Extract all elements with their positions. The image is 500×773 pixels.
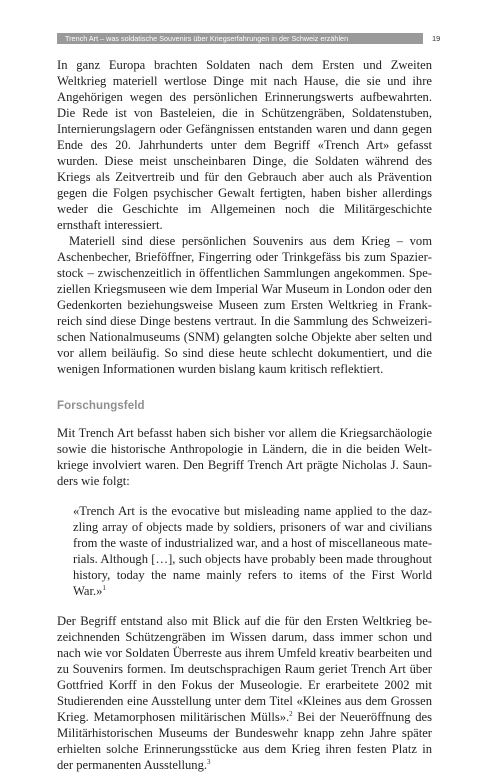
quote-text: «Trench Art is the evocative but misleading name applied to the dazzling array of objects made by soldiers, prisoners of war and civilians from the waste of industrialized war, and a host of miscellaneous materials. Although […], such objects have probably been made throughout history, today the name mainly refers to items of the First World War.» [73,504,433,598]
footnote-marker: 3 [207,757,211,766]
page-number: 19 [432,34,441,43]
paragraph-text: Bei der Neueröffnung des Militärhistorischen Museums der Bundeswehr knapp zehn Jahre später erhielten solche Erinnerungsstücke aus dem Krieg ihren festen Platz in der permanenten Ausstellung. [57,710,432,772]
paragraph: Mit Trench Art befasst haben sich bisher vor allem die Kriegsarchäologie sowie die historische Anthropologie in Ländern, die in die beiden Weltkriege involviert waren. Den Begriff Trench Art prägte Nicholas J. Saunders wie folgt: [57,426,432,488]
paragraph [57,613,432,773]
footnote-marker: 1 [102,583,106,592]
paragraph: In ganz Europa brachten Soldaten nach dem Ersten und Zweiten Weltkrieg materiell wertlose Dinge mit nach Hause, die sie und ihre Angehörigen wegen des persönlichen Erinnerungswerts aufbewahrten. Die Rede ist von Basteleien, die in Schützengräben, Soldatenstuben, Internierungslagern oder Gefängnissen entstanden waren und dann gegen Ende des 20. Jahrhunderts unter dem Begriff «Trench Art» gefasst wurden. Diese meist unscheinbaren Dinge, die Soldaten während des Kriegs als Zeitvertreib und für den Gebrauch aber auch als Prävention gegen die Folgen psychischer Gewalt fertigten, haben bisher allerdings weder die Geschichte im Allgemeinen noch die Militärgeschichte ernsthaft interessiert. [57,58,432,232]
running-header-bar [57,33,423,44]
paragraph-text: Der Begriff entstand also mit Blick auf die für den Ersten Weltkrieg bezeichnenden Schützengräben im Wissen darum, dass immer schon und nach wie vor Soldaten Überreste aus ihrem Umfeld kreativ bearbeiten und zu Souvenirs formen. Im deutschsprachigen Raum geriet Trench Art über Gottfried Korff in den Fokus der Museologie. Er erarbeitete 2002 mit Studierenden eine Ausstellung unter dem Titel «Kleines aus dem Grossen Krieg. Metamorphosen militärischen Mülls». [57,614,432,724]
paragraph: Materiell sind diese persönlichen Souvenirs aus dem Krieg – vom Aschenbecher, Brieföffner, Fingerring oder Trinkgefäss bis zum Spazierstock – zwischenzeitlich in öffentlichen Sammlungen angekommen. Speziellen Kriegsmuseen wie dem Imperial War Museum in London oder den Gedenkorten beziehungsweise Museen zum Ersten Weltkrieg in Frankreich sind diese Dinge bestens vertraut. In die Sammlung des Schweizerischen Nationalmuseums (SNM) gelangten solche Objekte aber selten und vor allem beiläufig. So sind diese heute schlecht dokumentiert, und die wenigen Informationen wurden bislang kaum kritisch reflektiert. [57,234,432,376]
body-text [57,57,432,773]
running-header-title: Trench Art – was soldatische Souvenirs über Kriegserfahrungen in der Schweiz erzählen [65,34,349,43]
block-quote [73,503,432,599]
section-heading: Forschungsfeld [57,400,145,412]
footnote-marker: 2 [289,709,293,718]
